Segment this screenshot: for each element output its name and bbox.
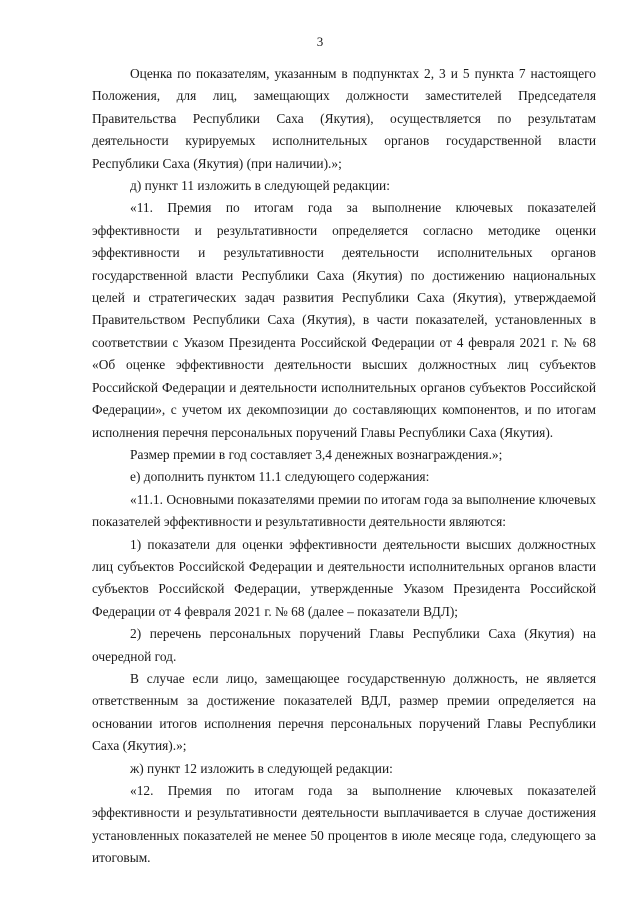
page-number: 3 bbox=[316, 34, 324, 49]
paragraph-clause-11-1: «11.1. Основными показателями премии по итогам года за выполнение ключевых показателей эффективности и результативности деятельности являются: bbox=[92, 491, 596, 530]
paragraph-exception: В случае если лицо, замещающее государственную должность, не является ответственным за достижение показателей ВДЛ, размер премии определяется на основании итогов исполнения перечня персональных поручений Главы Республики Саха (Якутия).»; bbox=[92, 670, 596, 754]
paragraph-item-e: е) дополнить пунктом 11.1 следующего содержания: bbox=[130, 469, 430, 485]
paragraph-bonus-size: Размер премии в год составляет 3,4 денежных вознаграждения.»; bbox=[130, 446, 503, 462]
document-body bbox=[92, 63, 596, 870]
paragraph-evaluation-note: Оценка по показателям, указанным в подпунктах 2, 3 и 5 пункта 7 настоящего Положения, для лиц, замещающих должности заместителей Председателя Правительства Республики Саха (Якутия), осуществляется по результатам деятельности курируемых исполнительных органов государственной власти Республики Саха (Якутия) (при наличии).»; bbox=[92, 66, 596, 171]
paragraph-list-item-1: 1) показатели для оценки эффективности деятельности высших должностных лиц субъектов Российской Федерации и деятельности исполнительных органов власти субъектов Российской Федерации, утвержденные Указом Президента Российской Федерации от 4 февраля 2021 г. № 68 (далее – показатели ВДЛ); bbox=[92, 536, 596, 619]
paragraph-clause-11: «11. Премия по итогам года за выполнение ключевых показателей эффективности и результативности определяется согласно методике оценки эффективности и результативности деятельности исполнительных органов государственной власти Республики Саха (Якутия) по достижению национальных целей и стратегических задач развития Республики Саха (Якутия), утверждаемой Правительством Республики Саха (Якутия), в части показателей, установленных в соответствии с Указом Президента Российской Федерации от 4 февраля 2021 г. № 68 «Об оценке эффективности деятельности высших должностных лиц субъектов Российской Федерации и деятельности исполнительных органов субъектов Российской Федерации», с учетом их декомпозиции до составляющих компонентов, и по итогам исполнения перечня персональных поручений Главы Республики Саха (Якутия). bbox=[92, 200, 596, 440]
paragraph-item-d: д) пункт 11 изложить в следующей редакции: bbox=[130, 178, 390, 194]
paragraph-list-item-2: 2) перечень персональных поручений Главы Республики Саха (Якутия) на очередной год. bbox=[92, 626, 596, 664]
paragraph-clause-12: «12. Премия по итогам года за выполнение ключевых показателей эффективности и результативности деятельности выплачивается в случае достижения установленных показателей не менее 50 процентов в июле месяце года, следующего за итоговым. bbox=[92, 783, 596, 866]
paragraph-item-zh: ж) пункт 12 изложить в следующей редакции: bbox=[130, 760, 393, 776]
